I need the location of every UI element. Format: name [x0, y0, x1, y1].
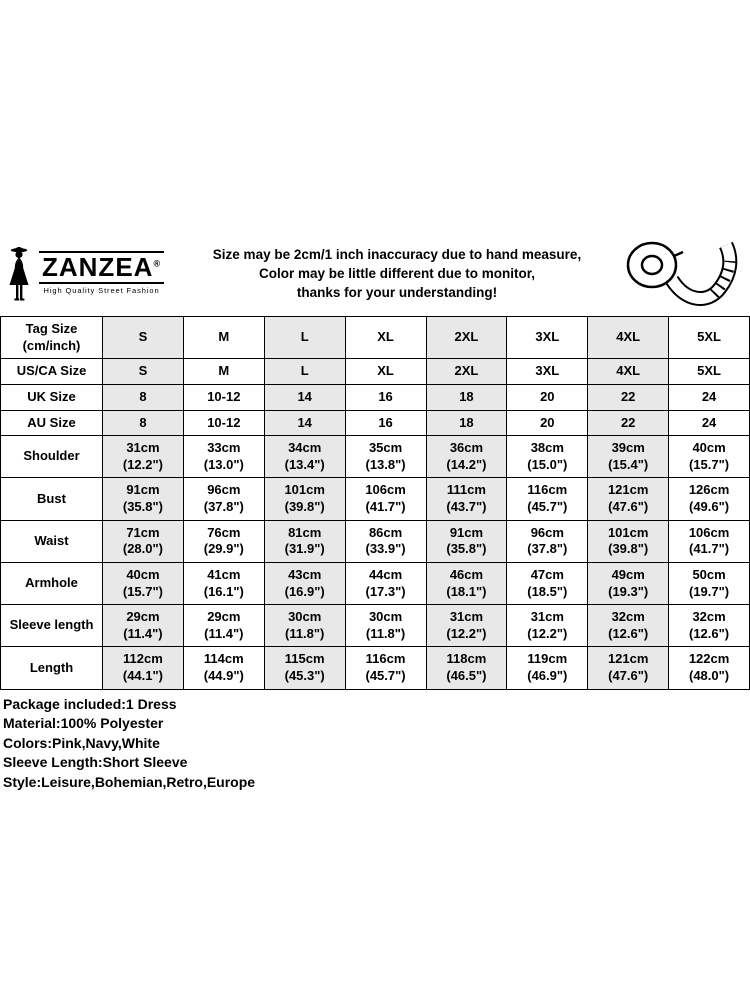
row-label: AU Size — [1, 410, 103, 436]
size-cell: 22 — [588, 410, 669, 436]
row-label: Tag Size (cm/inch) — [1, 317, 103, 359]
size-cell: 2XL — [426, 317, 507, 359]
size-cell: 86cm (33.9") — [345, 520, 426, 562]
size-cell: 43cm (16.9") — [264, 562, 345, 604]
row-label: Shoulder — [1, 436, 103, 478]
size-cell: 40cm (15.7") — [669, 436, 750, 478]
brand-tagline: High Quality Street Fashion — [43, 285, 160, 295]
table-row — [1, 647, 750, 689]
table-row — [1, 562, 750, 604]
size-cell: 10-12 — [183, 410, 264, 436]
size-cell: 71cm (28.0") — [103, 520, 184, 562]
size-cell: 122cm (48.0") — [669, 647, 750, 689]
size-cell: 20 — [507, 410, 588, 436]
row-label: Armhole — [1, 562, 103, 604]
header — [0, 236, 750, 316]
size-cell: L — [264, 359, 345, 385]
table-row — [1, 605, 750, 647]
size-cell: 16 — [345, 410, 426, 436]
size-cell: 49cm (19.3") — [588, 562, 669, 604]
size-cell: 91cm (35.8") — [426, 520, 507, 562]
size-cell: 2XL — [426, 359, 507, 385]
size-cell: 18 — [426, 384, 507, 410]
table-row — [1, 317, 750, 359]
size-cell: 112cm (44.1") — [103, 647, 184, 689]
size-cell: 119cm (46.9") — [507, 647, 588, 689]
brand-text-block — [39, 251, 164, 294]
size-cell: 115cm (45.3") — [264, 647, 345, 689]
size-cell: XL — [345, 317, 426, 359]
size-cell: 106cm (41.7") — [345, 478, 426, 520]
size-cell: 4XL — [588, 317, 669, 359]
table-row — [1, 359, 750, 385]
size-cell: M — [183, 359, 264, 385]
size-cell: 101cm (39.8") — [264, 478, 345, 520]
size-cell: 38cm (15.0") — [507, 436, 588, 478]
row-label: UK Size — [1, 384, 103, 410]
size-cell: 106cm (41.7") — [669, 520, 750, 562]
size-cell: XL — [345, 359, 426, 385]
size-cell: S — [103, 317, 184, 359]
size-cell: 4XL — [588, 359, 669, 385]
size-cell: 116cm (45.7") — [345, 647, 426, 689]
size-cell: 32cm (12.6") — [588, 605, 669, 647]
size-cell: 8 — [103, 384, 184, 410]
notice-line-1: Size may be 2cm/1 inch inaccuracy due to hand measure, — [212, 246, 582, 262]
size-cell: 20 — [507, 384, 588, 410]
size-table — [0, 316, 750, 690]
detail-line: Sleeve Length:Short Sleeve — [3, 754, 188, 771]
size-cell: 50cm (19.7") — [669, 562, 750, 604]
size-cell: 22 — [588, 384, 669, 410]
table-row — [1, 384, 750, 410]
size-cell: 29cm (11.4") — [103, 605, 184, 647]
row-label: Length — [1, 647, 103, 689]
size-cell: 24 — [669, 384, 750, 410]
measuring-tape-icon — [616, 236, 742, 310]
size-cell: 41cm (16.1") — [183, 562, 264, 604]
size-cell: 96cm (37.8") — [183, 478, 264, 520]
size-cell: 31cm (12.2") — [103, 436, 184, 478]
row-label: Waist — [1, 520, 103, 562]
size-cell: 35cm (13.8") — [345, 436, 426, 478]
size-cell: 121cm (47.6") — [588, 478, 669, 520]
size-cell: 29cm (11.4") — [183, 605, 264, 647]
size-cell: 126cm (49.6") — [669, 478, 750, 520]
size-cell: 31cm (12.2") — [507, 605, 588, 647]
size-cell: S — [103, 359, 184, 385]
size-cell: 96cm (37.8") — [507, 520, 588, 562]
brand-word: ZANZEA — [42, 252, 154, 283]
brand-logo — [6, 244, 178, 302]
size-cell: 3XL — [507, 317, 588, 359]
table-row — [1, 520, 750, 562]
size-cell: 76cm (29.9") — [183, 520, 264, 562]
size-cell: 18 — [426, 410, 507, 436]
size-cell: 121cm (47.6") — [588, 647, 669, 689]
size-cell: 118cm (46.5") — [426, 647, 507, 689]
notice-line-3: thanks for your understanding! — [296, 284, 498, 300]
detail-line: Style:Leisure,Bohemian,Retro,Europe — [3, 773, 256, 790]
size-cell: L — [264, 317, 345, 359]
table-row — [1, 478, 750, 520]
size-cell: 116cm (45.7") — [507, 478, 588, 520]
size-table-body — [1, 317, 750, 690]
size-cell: 46cm (18.1") — [426, 562, 507, 604]
detail-line: Package included:1 Dress — [3, 695, 177, 712]
row-label: Bust — [1, 478, 103, 520]
size-cell: 36cm (14.2") — [426, 436, 507, 478]
size-cell: 34cm (13.4") — [264, 436, 345, 478]
size-cell: 8 — [103, 410, 184, 436]
size-cell: 14 — [264, 384, 345, 410]
detail-line: Colors:Pink,Navy,White — [3, 734, 160, 751]
woman-silhouette-icon — [6, 244, 36, 302]
size-cell: 31cm (12.2") — [426, 605, 507, 647]
notice-line-2: Color may be little different due to monitor, — [258, 265, 536, 281]
table-row — [1, 436, 750, 478]
size-cell: 81cm (31.9") — [264, 520, 345, 562]
size-cell: 24 — [669, 410, 750, 436]
size-cell: 5XL — [669, 359, 750, 385]
size-cell: 47cm (18.5") — [507, 562, 588, 604]
table-row — [1, 410, 750, 436]
size-cell: M — [183, 317, 264, 359]
size-cell: 30cm (11.8") — [264, 605, 345, 647]
size-cell: 40cm (15.7") — [103, 562, 184, 604]
size-cell: 111cm (43.7") — [426, 478, 507, 520]
size-cell: 44cm (17.3") — [345, 562, 426, 604]
size-cell: 101cm (39.8") — [588, 520, 669, 562]
size-cell: 30cm (11.8") — [345, 605, 426, 647]
size-cell: 33cm (13.0") — [183, 436, 264, 478]
size-cell: 32cm (12.6") — [669, 605, 750, 647]
product-details — [0, 690, 750, 793]
size-cell: 16 — [345, 384, 426, 410]
size-cell: 91cm (35.8") — [103, 478, 184, 520]
row-label: US/CA Size — [1, 359, 103, 385]
size-cell: 10-12 — [183, 384, 264, 410]
size-cell: 14 — [264, 410, 345, 436]
row-label: Sleeve length — [1, 605, 103, 647]
size-cell: 3XL — [507, 359, 588, 385]
size-cell: 114cm (44.9") — [183, 647, 264, 689]
size-cell: 5XL — [669, 317, 750, 359]
registered-mark: ® — [153, 258, 162, 269]
size-cell: 39cm (15.4") — [588, 436, 669, 478]
brand-name — [39, 251, 164, 283]
detail-line: Material:100% Polyester — [3, 715, 164, 732]
measurement-notice — [178, 245, 616, 302]
